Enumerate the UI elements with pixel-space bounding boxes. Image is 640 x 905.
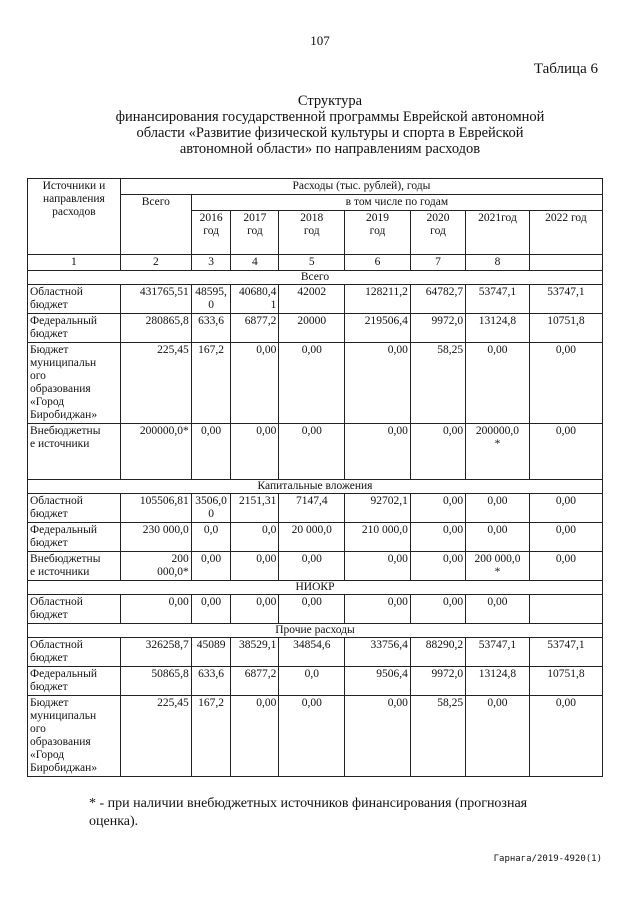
value-cell: 0,00 <box>410 552 465 581</box>
table-row <box>28 314 603 343</box>
table-row <box>28 424 603 480</box>
year-cell: 2019 год <box>345 211 411 255</box>
value-cell: 2151,31 <box>231 494 279 523</box>
value-cell: 219506,4 <box>345 314 411 343</box>
row-label: Внебюджетны е источники <box>28 424 121 480</box>
value-cell: 0,00 <box>529 494 602 523</box>
value-cell: 0,00 <box>120 595 191 624</box>
value-cell <box>529 595 602 624</box>
value-cell: 0,00 <box>279 595 345 624</box>
section-title: НИОКР <box>28 581 603 595</box>
value-cell: 431765,51 <box>120 285 191 314</box>
value-cell: 64782,7 <box>410 285 465 314</box>
value-cell: 0,0 <box>231 523 279 552</box>
section-row <box>28 624 603 638</box>
header-total: Всего <box>120 195 191 255</box>
table-row <box>28 667 603 696</box>
value-cell: 0,00 <box>410 523 465 552</box>
value-cell: 48595, 0 <box>191 285 231 314</box>
value-cell: 6877,2 <box>231 667 279 696</box>
year-cell: 2018 год <box>279 211 345 255</box>
section-row <box>28 581 603 595</box>
section-title: Капитальные вложения <box>28 480 603 494</box>
row-label: Областной бюджет <box>28 494 121 523</box>
value-cell: 0,00 <box>231 696 279 777</box>
value-cell: 0,00 <box>410 424 465 480</box>
section-row <box>28 271 603 285</box>
value-cell: 0,0 <box>191 523 231 552</box>
value-cell: 33756,4 <box>345 638 411 667</box>
value-cell: 0,00 <box>529 343 602 424</box>
value-cell: 0,00 <box>345 343 411 424</box>
value-cell: 326258,7 <box>120 638 191 667</box>
value-cell: 0,00 <box>231 595 279 624</box>
row-label: Областной бюджет <box>28 595 121 624</box>
value-cell: 0,00 <box>191 595 231 624</box>
value-cell: 0,00 <box>345 696 411 777</box>
header-by-years: в том числе по годам <box>191 195 602 211</box>
value-cell: 225,45 <box>120 696 191 777</box>
table-label: Таблица 6 <box>533 61 598 77</box>
value-cell: 40680,4 1 <box>231 285 279 314</box>
value-cell: 200 000,0* <box>120 552 191 581</box>
value-cell: 210 000,0 <box>345 523 411 552</box>
header-source: Источники и направления расходов <box>28 179 121 255</box>
column-number: 2 <box>120 255 191 271</box>
header-expenses: Расходы (тыс. рублей), годы <box>120 179 602 195</box>
column-numbers-row <box>28 255 603 271</box>
document-stamp: Гарнага/2019-4920(1) <box>493 854 602 864</box>
value-cell: 200000,0* <box>120 424 191 480</box>
value-cell: 0,00 <box>466 343 530 424</box>
value-cell: 53747,1 <box>529 638 602 667</box>
row-label: Внебюджетны е источники <box>28 552 121 581</box>
column-number: 7 <box>410 255 465 271</box>
value-cell: 633,6 <box>191 667 231 696</box>
value-cell: 50865,8 <box>120 667 191 696</box>
page-number: 107 <box>310 33 330 48</box>
column-number: 8 <box>466 255 530 271</box>
column-number: 6 <box>345 255 411 271</box>
section-row <box>28 480 603 494</box>
value-cell: 0,00 <box>345 595 411 624</box>
value-cell: 280865,8 <box>120 314 191 343</box>
row-label: Бюджет муниципальн ого образования «Город Биробиджан» <box>28 696 121 777</box>
value-cell: 633,6 <box>191 314 231 343</box>
value-cell: 42002 <box>279 285 345 314</box>
table-row <box>28 696 603 777</box>
row-label: Областной бюджет <box>28 285 121 314</box>
value-cell: 53747,1 <box>466 285 530 314</box>
value-cell: 0,00 <box>191 424 231 480</box>
year-cell: 2021год <box>466 211 530 255</box>
value-cell: 20 000,0 <box>279 523 345 552</box>
year-cell: 2017 год <box>231 211 279 255</box>
value-cell: 58,25 <box>410 343 465 424</box>
table-row <box>28 343 603 424</box>
value-cell: 10751,8 <box>529 314 602 343</box>
row-label: Федеральный бюджет <box>28 667 121 696</box>
row-label: Бюджет муниципальн ого образования «Город Биробиджан» <box>28 343 121 424</box>
value-cell: 53747,1 <box>466 638 530 667</box>
value-cell: 13124,8 <box>466 314 530 343</box>
row-label: Федеральный бюджет <box>28 314 121 343</box>
value-cell: 45089 <box>191 638 231 667</box>
value-cell: 0,0 <box>279 667 345 696</box>
value-cell: 225,45 <box>120 343 191 424</box>
value-cell: 3506,0 0 <box>191 494 231 523</box>
value-cell: 0,00 <box>279 343 345 424</box>
value-cell: 167,2 <box>191 696 231 777</box>
footnote: * - при наличии внебюджетных источников финансирования (прогнозная оценка). <box>89 796 528 829</box>
value-cell: 34854,6 <box>279 638 345 667</box>
row-label: Федеральный бюджет <box>28 523 121 552</box>
value-cell: 0,00 <box>345 424 411 480</box>
value-cell: 9972,0 <box>410 314 465 343</box>
value-cell: 128211,2 <box>345 285 411 314</box>
value-cell: 13124,8 <box>466 667 530 696</box>
row-label: Областной бюджет <box>28 638 121 667</box>
year-cell: 2016 год <box>191 211 231 255</box>
value-cell: 38529,1 <box>231 638 279 667</box>
value-cell: 6877,2 <box>231 314 279 343</box>
column-number: 5 <box>279 255 345 271</box>
header-row <box>28 179 603 195</box>
table-row <box>28 595 603 624</box>
value-cell: 0,00 <box>231 424 279 480</box>
value-cell: 230 000,0 <box>120 523 191 552</box>
section-title: Всего <box>28 271 603 285</box>
value-cell: 0,00 <box>410 494 465 523</box>
value-cell: 0,00 <box>279 552 345 581</box>
value-cell: 0,00 <box>191 552 231 581</box>
value-cell: 9506,4 <box>345 667 411 696</box>
value-cell: 0,00 <box>231 552 279 581</box>
value-cell: 88290,2 <box>410 638 465 667</box>
value-cell: 0,00 <box>231 343 279 424</box>
value-cell: 0,00 <box>466 595 530 624</box>
table-row <box>28 638 603 667</box>
value-cell: 0,00 <box>345 552 411 581</box>
value-cell: 0,00 <box>529 523 602 552</box>
year-cell: 2020 год <box>410 211 465 255</box>
value-cell: 20000 <box>279 314 345 343</box>
value-cell: 167,2 <box>191 343 231 424</box>
value-cell: 53747,1 <box>529 285 602 314</box>
value-cell: 92702,1 <box>345 494 411 523</box>
value-cell: 0,00 <box>279 424 345 480</box>
value-cell: 0,00 <box>466 523 530 552</box>
table-row <box>28 285 603 314</box>
column-number: 4 <box>231 255 279 271</box>
value-cell: 0,00 <box>466 696 530 777</box>
value-cell: 0,00 <box>529 552 602 581</box>
value-cell: 9972,0 <box>410 667 465 696</box>
value-cell: 10751,8 <box>529 667 602 696</box>
value-cell: 200 000,0 * <box>466 552 530 581</box>
value-cell: 58,25 <box>410 696 465 777</box>
value-cell: 0,00 <box>466 494 530 523</box>
document-title: Структура финансирования государственной программы Еврейской автономной области «Развитие физической культуры и спорта в Еврейской автономной области» по направлениям расходов <box>115 93 545 157</box>
column-number: 3 <box>191 255 231 271</box>
value-cell: 0,00 <box>529 424 602 480</box>
table-row <box>28 523 603 552</box>
value-cell: 0,00 <box>279 696 345 777</box>
column-number: 1 <box>28 255 121 271</box>
year-cell: 2022 год <box>529 211 602 255</box>
section-title: Прочие расходы <box>28 624 603 638</box>
financing-structure-table <box>27 178 603 777</box>
value-cell: 105506,81 <box>120 494 191 523</box>
value-cell: 7147,4 <box>279 494 345 523</box>
column-number-empty <box>529 255 602 271</box>
value-cell: 200000,0 * <box>466 424 530 480</box>
table-row <box>28 494 603 523</box>
value-cell: 0,00 <box>410 595 465 624</box>
value-cell: 0,00 <box>529 696 602 777</box>
table-row <box>28 552 603 581</box>
